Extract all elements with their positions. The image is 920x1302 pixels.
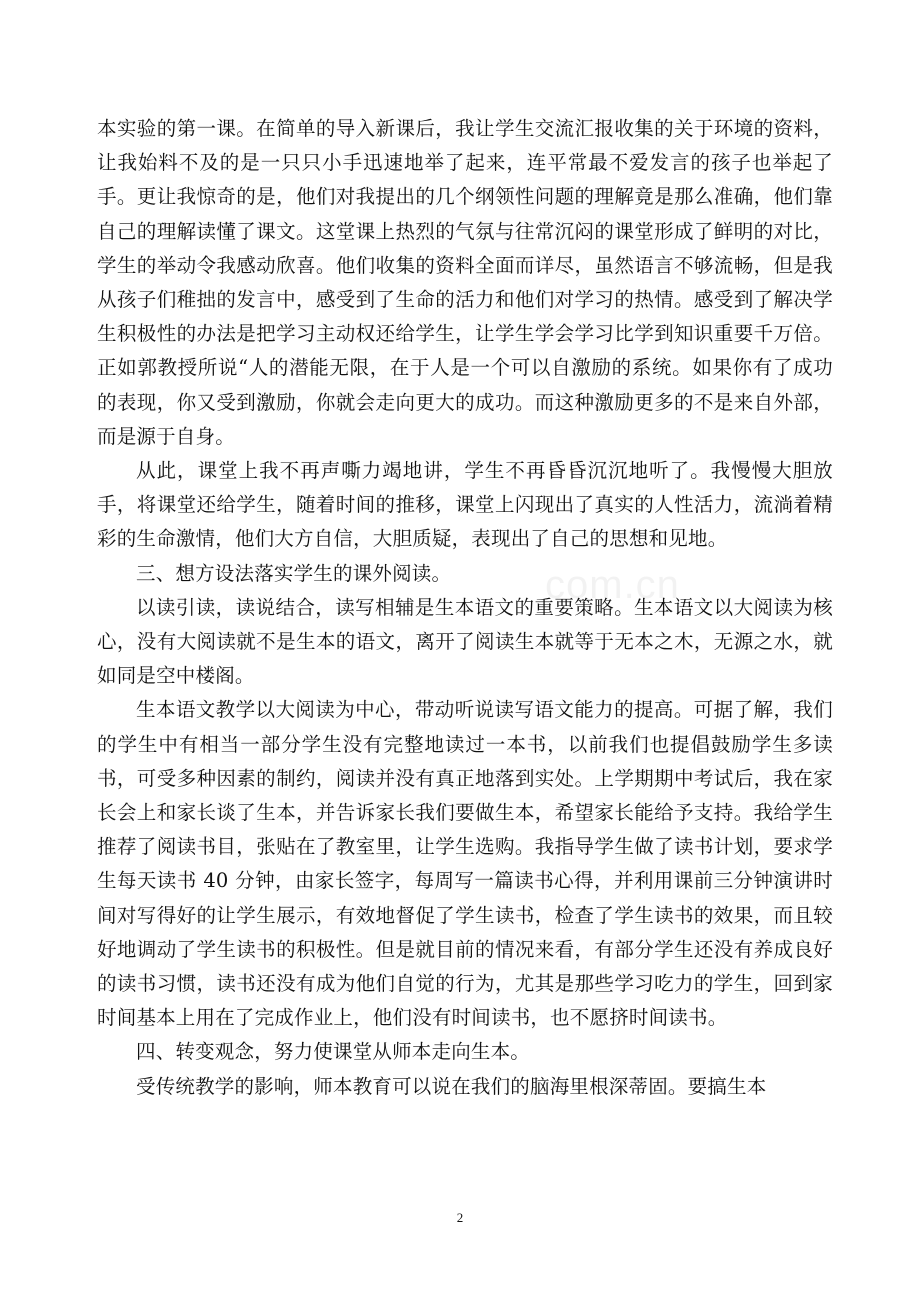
paragraph-4: 生本语文教学以大阅读为中心，带动听说读写语文能力的提高。可据了解，我们的学生中有相当一部分学生没有完整地读过一本书，以前我们也提倡鼓励学生多读书，可受多种因素的制约，阅读并没有真正地落到实处。上学期期中考试后，我在家长会上和家长谈了生本，并告诉家长我们要做生本，希望家长能给予支持。我给学生推荐了阅读书目，张贴在了教室里，让学生选购。我指导学生做了读书计划，要求学生每天读书 40 分钟，由家长签字，每周写一篇读书心得，并利用课前三分钟演讲时间对写得好的让学生展示，有效地督促了学生读书，检查了学生读书的效果，而且较好地调动了学生读书的积极性。但是就目前的情况来看，有部分学生还没有养成良好的读书习惯，读书还没有成为他们自觉的行为，尤其是那些学习吃力的学生，回到家时间基本上用在了完成作业上，他们没有时间读书，也不愿挤时间读书。 bbox=[97, 698, 833, 1030]
section-heading-3: 三、想方设法落实学生的课外阅读。 bbox=[136, 561, 452, 585]
page-number: 2 bbox=[456, 1210, 464, 1225]
paragraph-5: 受传统教学的影响，师本教育可以说在我们的脑海里根深蒂固。要搞生本 bbox=[136, 1074, 767, 1098]
watermark: com.cn bbox=[545, 563, 680, 607]
paragraph-2: 从此，课堂上我不再声嘶力竭地讲，学生不再昏昏沉沉地听了。我慢慢大胆放手，将课堂还给学生，随着时间的推移，课堂上闪现出了真实的人性活力，流淌着精彩的生命激情，他们大方自信，大胆质疑，表现出了自己的思想和见地。 bbox=[97, 459, 833, 551]
document-page bbox=[97, 112, 833, 1104]
paragraph-3: 以读引读，读说结合，读写相辅是生本语文的重要策略。生本语文以大阅读为核心，没有大阅读就不是生本的语文，离开了阅读生本就等于无本之木，无源之水，就如同是空中楼阁。 bbox=[97, 595, 833, 688]
section-heading-4: 四、转变观念，努力使课堂从师本走向生本。 bbox=[136, 1040, 531, 1064]
paragraph-1: 本实验的第一课。在简单的导入新课后，我让学生交流汇报收集的关于环境的资料，让我始料不及的是一只只小手迅速地举了起来，连平常最不爱发言的孩子也举起了手。更让我惊奇的是，他们对我提出的几个纲领性问题的理解竟是那么准确，他们靠自己的理解读懂了课文。这堂课上热烈的气氛与往常沉闷的课堂形成了鲜明的对比，学生的举动令我感动欣喜。他们收集的资料全面而详尽，虽然语言不够流畅，但是我从孩子们稚拙的发言中，感受到了生命的活力和他们对学习的热情。感受到了解决学生积极性的办法是把学习主动权还给学生，让学生学会学习比学到知识重要千万倍。正如郭教授所说“人的潜能无限，在于人是一个可以自激励的系统。如果你有了成功的表现，你又受到激励，你就会走向更大的成功。而这种激励更多的不是来自外部，而是源于自身。 bbox=[97, 117, 833, 448]
